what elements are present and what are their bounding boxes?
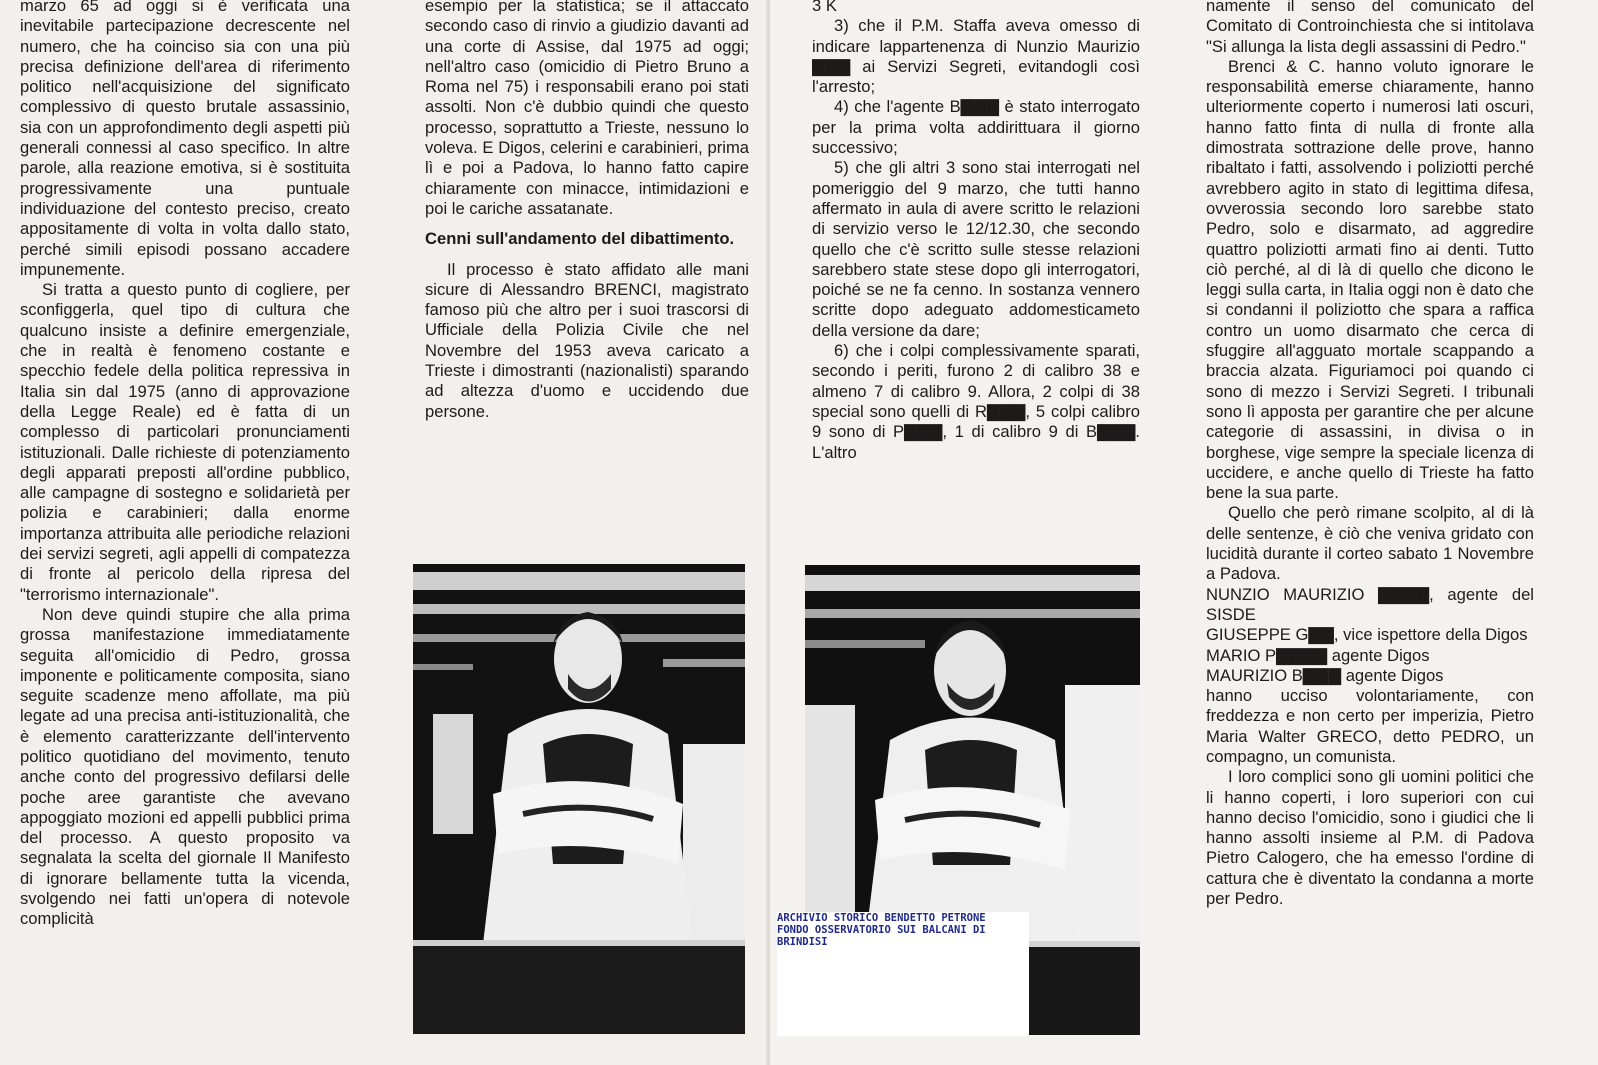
paragraph: NUNZIO MAURIZIO ▇▇▇▇, agente del SISDE	[1206, 584, 1534, 624]
article-column-4	[1206, 0, 1534, 1065]
paragraph: Il processo è stato affidato alle mani sicure di Alessandro BRENCI, magistrato famoso più che altro per i suoi trascorsi di Ufficiale della Polizia Civile che nel Novembre del 1953 aveva caricato a Trieste i dimostranti (nazionalisti) sparando ad altezza d'uomo e uccidendo due persone.	[425, 259, 749, 421]
paragraph: MARIO P▇▇▇▇ agente Digos	[1206, 645, 1430, 665]
photo-man-seated-left	[413, 564, 745, 1034]
paragraph: Non deve quindi stupire che alla prima grossa manifestazione immediatamente seguita all'omicidio di Pedro, grossa imponente e politicamente composita, siano seguite scadenze meno affollate, ma più legate ad una precisa anti-istituzionalità, che è elemento caratterizzante dell'intervento politico quotidiano del movimento, tenuto anche conto del progressivo defilarsi delle poche aree garantiste che avevano appoggiato mozioni ed appelli pubblici prima del processo. A questo proposito va segnalata la scelta del giornale Il Manifesto di ignorare bellamente tutta la vicenda, svolgendo nei fatti un'opera di notevole complicità	[20, 604, 350, 929]
stamp-line-3: BRINDISI	[777, 936, 828, 948]
paragraph: 5) che gli altri 3 sono stai interrogati nel pomeriggio del 9 marzo, che tutti hanno affermato in aula di avere scritto le relazioni di servizio verso le 12/12.30, che secondo quello che c'è scritto sulle stesse relazioni sarebbero state stese dopo gli interrogatori, poiché se ne fa cenno. In sostanza vennero scritte dopo adeguato addomesticameto della versione da dare;	[812, 158, 1140, 340]
paragraph: Quello che però rimane scolpito, al di là delle sentenze, è ciò che veniva gridato con lucidità durante il corteo sabato 1 Novembre a Padova.	[1206, 503, 1534, 584]
paragraph: esempio per la statistica; se il attaccato secondo caso di rinvio a giudizio davanti ad una corte di Assise, dal 1975 ad oggi; nell'altro caso (omicidio di Pietro Bruno a Roma nel 75) i responsabili erano poi stati assolti. Non c'è dubbio quindi che questo processo, soprattutto a Trieste, nessuno lo voleva. E Digos, celerini e carabinieri, prima lì e poi a Padova, lo hanno fatto capire chiaramente con minacce, intimidazioni e poi le cariche assatanate.	[425, 0, 749, 218]
paragraph: MAURIZIO B▇▇▇ agente Digos	[1206, 665, 1444, 685]
paragraph: marzo 65 ad oggi si è verificata una inevitabile partecipazione decrescente nel numero, che ha coinciso sia con una più precisa definizione dell'area di riferimento politico nell'acquisizione del significato complessivo di questo brutale assassinio, sia con un approfondimento degli aspetti più generali connessi al caso specifico. In altre parole, alla reazione emotiva, si è sostituita progressivamente una puntuale individuazione del contesto preciso, creato appositamente di volta in volta dallo stato, perché simili episodi possano accadere impunemente.	[20, 0, 350, 279]
article-column-2	[425, 0, 749, 491]
paragraph: hanno ucciso volontariamente, con freddezza e non certo per imperizia, Pietro Maria Walter GRECO, detto PEDRO, un compagno, un comunista.	[1206, 686, 1534, 766]
stamp-line-2: FONDO OSSERVATORIO SUI BALCANI DI	[777, 924, 986, 936]
left-page	[0, 0, 770, 1065]
paragraph: Cenni sull'andamento del dibattimento.	[425, 229, 735, 249]
paragraph: namente il senso del comunicato del Comitato di Controinchiesta che si intitolava "Si allunga la lista degli assassini di Pedro."	[1206, 0, 1534, 56]
right-page	[770, 0, 1598, 1065]
article-column-3	[812, 0, 1140, 493]
paragraph: 3 K	[812, 0, 837, 15]
article-column-1	[20, 0, 350, 1065]
archive-stamp	[777, 912, 1029, 1036]
paragraph: 4) che l'agente B▇▇▇ è stato interrogato per la prima volta addirittuara il giorno successivo;	[812, 97, 1140, 158]
paragraph: Si tratta a questo punto di cogliere, per sconfiggerla, quel tipo di cultura che qualcuno insiste a definire emergenziale, che in realtà è fenomeno costante e specchio fedele della politica repressiva in Italia sin dal 1975 (anno di approvazione della Legge Reale) ed è fatta di un complesso di particolari pronunciamenti istituzionali. Dalle richieste di potenziamento degli apparati preposti all'ordine pubblico, alle campagne di sostegno e solidarietà per polizia e carabinieri; dalla enorme importanza attribuita alle periodiche relazioni dei servizi segreti, agli appelli di compatezza di fronte al pericolo della ripresa del "terrorismo internazionale".	[20, 280, 350, 604]
stamp-line-1: ARCHIVIO STORICO BENDETTO PETRONE	[777, 912, 986, 924]
paragraph: I loro complici sono gli uomini politici che li hanno coperti, i loro superiori con cui hanno deciso l'omicidio, sono i giudici che li hanno assolti insieme al P.M. di Padova Pietro Calogero, che ha emesso l'ordine di cattura che è diventato la condanna a morte per Pedro.	[1206, 767, 1534, 909]
paragraph: 3) che il P.M. Staffa aveva omesso di indicare lappartenenza di Nunzio Maurizio ▇▇▇ ai Servizi Segreti, evitandogli così l'arresto;	[812, 16, 1140, 97]
paragraph: GIUSEPPE G▇▇, vice ispettore della Digos	[1206, 625, 1528, 645]
paragraph: 6) che i colpi complessivamente sparati, secondo i periti, furono 2 di calibro 38 e almeno 7 di calibro 9. Allora, 2 colpi di 38 special sono quelli di R▇▇▇, 5 colpi calibro 9 sono di P▇▇▇, 1 di calibro 9 di B▇▇▇. L'altro	[812, 341, 1140, 462]
paragraph: Brenci & C. hanno voluto ignorare le responsabilità emerse chiaramente, hanno ulteriormente coperto i numerosi lati oscuri, hanno fatto finta di nulla di fronte alla dimostrata sottrazione delle prove, hanno ribaltato i fatti, assolvendo i poliziotti perché avrebbero agito in stato di legittima difesa, ovverossia secondo loro sarebbe stato Pedro, solo e disarmato, ad aggredire quattro poliziotti armati fino ai denti. Tutto ciò perché, al di là di quello che dicono le leggi sulla carta, in Italia oggi non è dato che si condanni il poliziotto che spara a raffica contro un uomo disarmato che cerca di sfuggire all'agguato mortale scappando a braccia alzata. Figuriamoci poi quando ci sono di mezzo i Servizi Segreti. I tribunali sono lì apposta per garantire che per alcune categorie di assassini, in divisa o in borghese, vige sempre la speciale licenza di uccidere, e anche quello di Trieste ha fatto bene la sua parte.	[1206, 56, 1534, 503]
